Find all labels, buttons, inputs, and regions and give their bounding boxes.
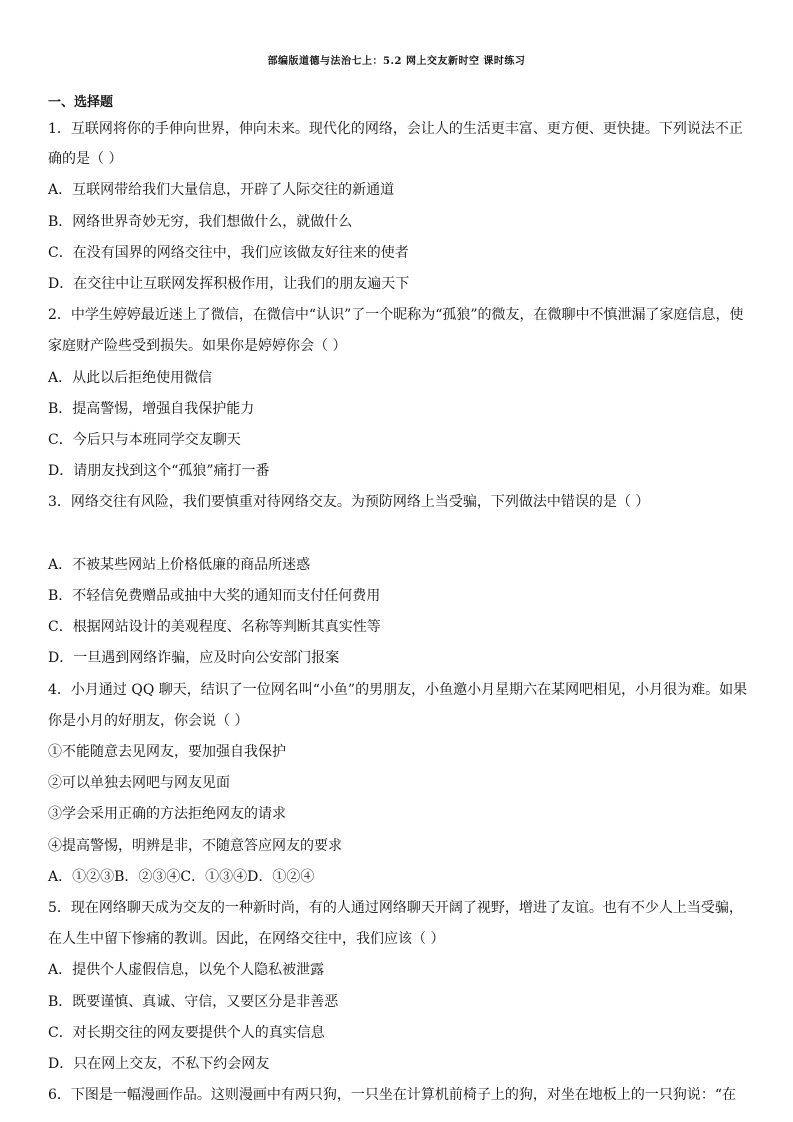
question-3-stem-line-1: 3．网络交往有风险，我们要慎重对待网络交友。为预防网络上当受骗，下列做法中错误的是（ ） [48,494,650,510]
section-heading: 一、选择题 [48,95,114,110]
question-2-stem-line-2: 家庭财产险些受到损失。如果你是婷婷你会（ ） [48,338,347,354]
question-4-item-2: ②可以单独去网吧与网友见面 [48,775,230,791]
question-5-option-c: C．对长期交往的网友要提供个人的真实信息 [48,1025,325,1041]
question-2-option-a: A．从此以后拒绝使用微信 [48,370,213,386]
question-2-option-d: D．请朋友找到这个“孤狼”痛打一番 [48,463,270,479]
question-2-option-b: B．提高警惕，增强自我保护能力 [48,401,255,417]
question-1-option-a: A．互联网带给我们大量信息，开辟了人际交往的新通道 [48,182,395,198]
question-4-options: A．①②③B．②③④C．①③④D．①②④ [48,869,315,885]
question-1-option-c: C．在没有国界的网络交往中，我们应该做友好往来的使者 [48,245,409,261]
question-4-item-3: ③学会采用正确的方法拒绝网友的请求 [48,806,286,822]
page-title: 部编版道德与法治七上：5.2 网上交友新时空 课时练习 [267,56,526,67]
question-3-option-a: A．不被某些网站上价格低廉的商品所迷惑 [48,557,311,573]
question-4-item-4: ④提高警惕，明辨是非，不随意答应网友的要求 [48,838,342,854]
question-4-stem-line-2: 你是小月的好朋友，你会说（ ） [48,713,249,729]
question-5-option-b: B．既要谨慎、真诚、守信，又要区分是非善恶 [48,994,339,1010]
question-4-stem-line-1: 4．小月通过 QQ 聊天，结识了一位网名叫“小鱼”的男朋友，小鱼邀小月星期六在某网吧相见，小月很为难。如果 [48,682,748,698]
question-5-option-d: D．只在网上交友，不私下约会网友 [48,1056,270,1072]
question-1-stem-line-2: 确的是（ ） [48,151,123,167]
question-3-option-d: D．一旦遇到网络诈骗，应及时向公安部门报案 [48,650,340,666]
question-1-option-d: D．在交往中让互联网发挥积极作用，让我们的朋友遍天下 [48,276,410,292]
question-5-option-a: A．提供个人虚假信息，以免个人隐私被泄露 [48,962,325,978]
question-1-option-b: B．网络世界奇妙无穷，我们想做什么，就做什么 [48,214,353,230]
question-3-option-b: B．不轻信免费赠品或抽中大奖的通知而支付任何费用 [48,588,381,604]
question-2-stem-line-1: 2．中学生婷婷最近迷上了微信，在微信中“认识”了一个昵称为“孤狼”的微友，在微聊中不慎泄漏了家庭信息，使 [48,307,744,323]
question-4-item-1: ①不能随意去见网友，要加强自我保护 [48,744,286,760]
question-1-stem-line-1: 1．互联网将你的手伸向世界，伸向未来。现代化的网络，会让人的生活更丰富、更方便、更快捷。下列说法不正 [48,121,743,137]
question-5-stem-line-1: 5．现在网络聊天成为交友的一种新时尚，有的人通过网络聊天开阔了视野，增进了友谊。也有不少人上当受骗， [48,900,743,916]
question-2-option-c: C．今后只与本班同学交友聊天 [48,432,241,448]
question-3-option-c: C．根据网站设计的美观程度、名称等判断其真实性等 [48,619,381,635]
question-5-stem-line-2: 在人生中留下惨痛的教训。因此，在网络交往中，我们应该（ ） [48,931,445,947]
question-6-stem-line-1: 6．下图是一幅漫画作品。这则漫画中有两只狗，一只坐在计算机前椅子上的狗，对坐在地板上的一只狗说：“在 [48,1087,737,1103]
